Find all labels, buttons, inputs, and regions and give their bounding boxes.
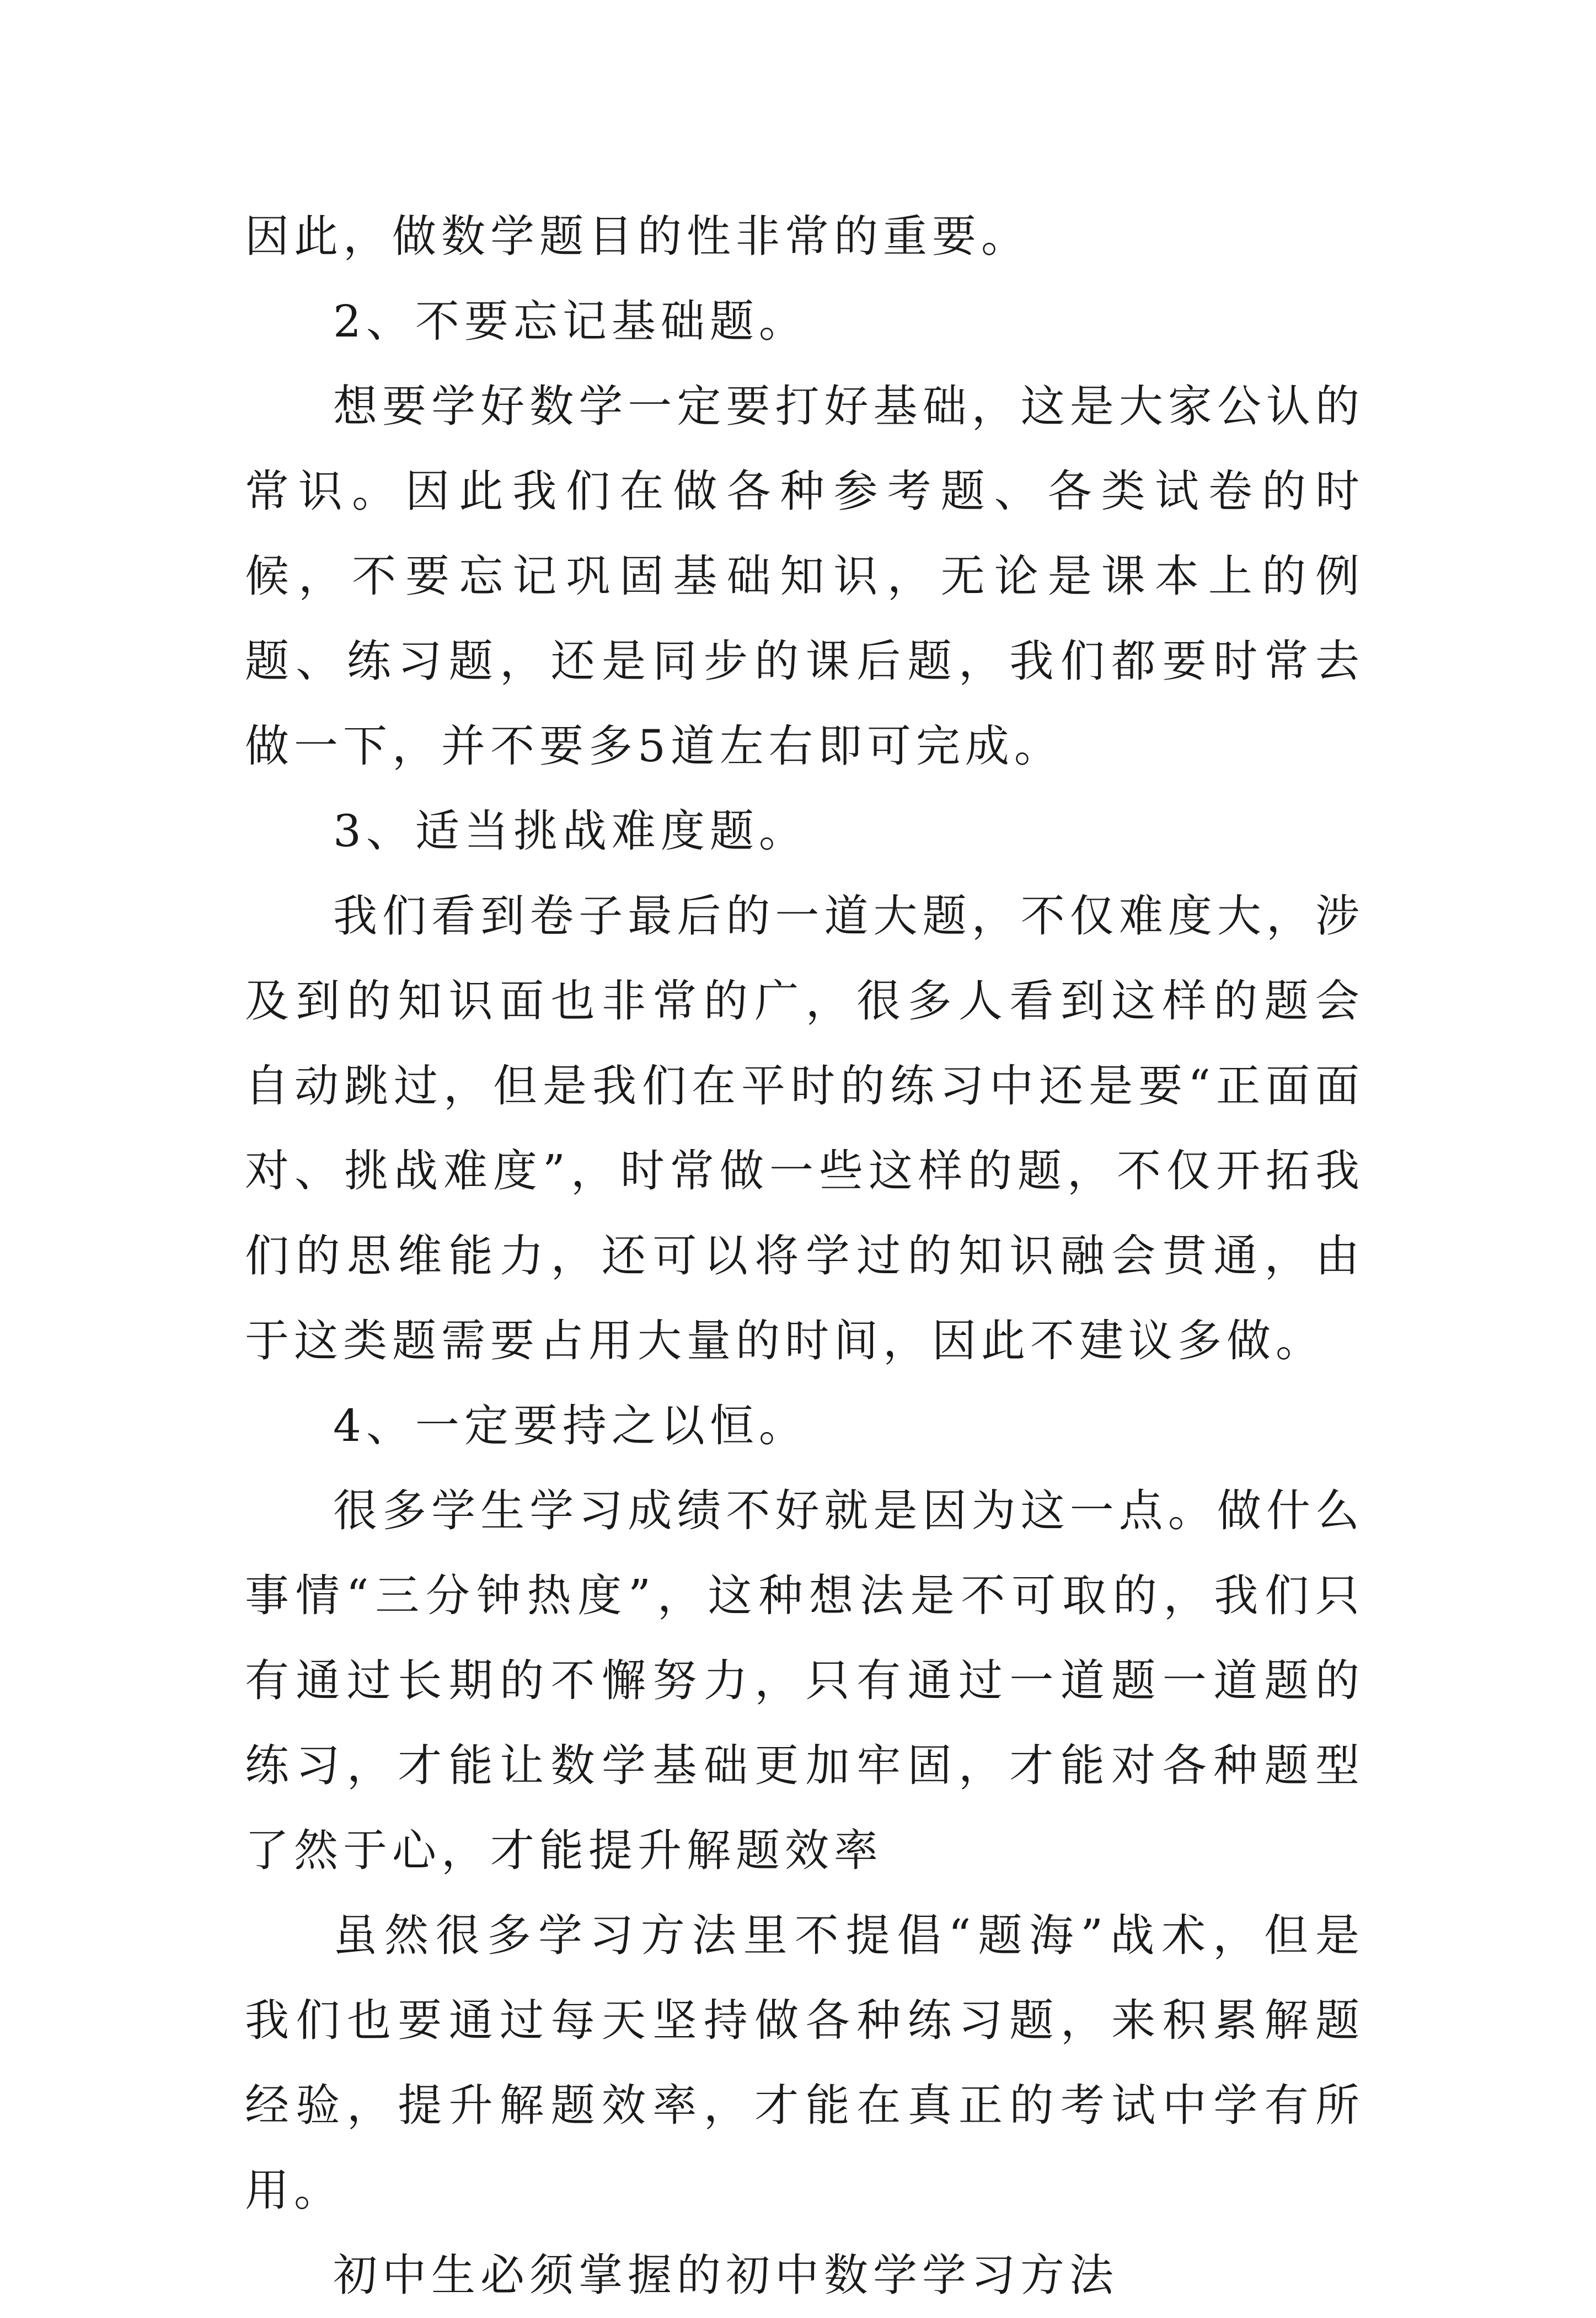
paragraph: 很多学生学习成绩不好就是因为这一点。做什么事情“三分钟热度”，这种想法是不可取的，我们只有通过长期的不懈努力，只有通过一道题一道题的练习，才能让数学基础更加牢固，才能对各种题型了然于心，才能提升解题效率	[245, 1485, 1364, 1876]
paragraph: 因此，做数学题目的性非常的重要。	[245, 211, 1030, 262]
paragraph: 虽然很多学习方法里不提倡“题海”战术，但是我们也要通过每天坚持做各种练习题，来积累解题经验，提升解题效率，才能在真正的考试中学有所用。	[245, 1910, 1364, 2216]
section-title: 初中生必须掌握的初中数学学习方法	[333, 2250, 1118, 2301]
section-heading: 4、一定要持之以恒。	[333, 1400, 808, 1451]
document-body	[245, 194, 1364, 2318]
section-heading: 3、适当挑战难度题。	[333, 805, 808, 857]
paragraph: 想要学好数学一定要打好基础，这是大家公认的常识。因此我们在做各种参考题、各类试卷的时候，不要忘记巩固基础知识，无论是课本上的例题、练习题，还是同步的课后题，我们都要时常去做一下，并不要多5道左右即可完成。	[245, 381, 1364, 772]
paragraph: 我们看到卷子最后的一道大题，不仅难度大，涉及到的知识面也非常的广，很多人看到这样的题会自动跳过，但是我们在平时的练习中还是要“正面面对、挑战难度”，时常做一些这样的题，不仅开拓我们的思维能力，还可以将学过的知识融会贯通，由于这类题需要占用大量的时间，因此不建议多做。	[245, 890, 1364, 1366]
section-heading: 2、不要忘记基础题。	[333, 296, 808, 347]
